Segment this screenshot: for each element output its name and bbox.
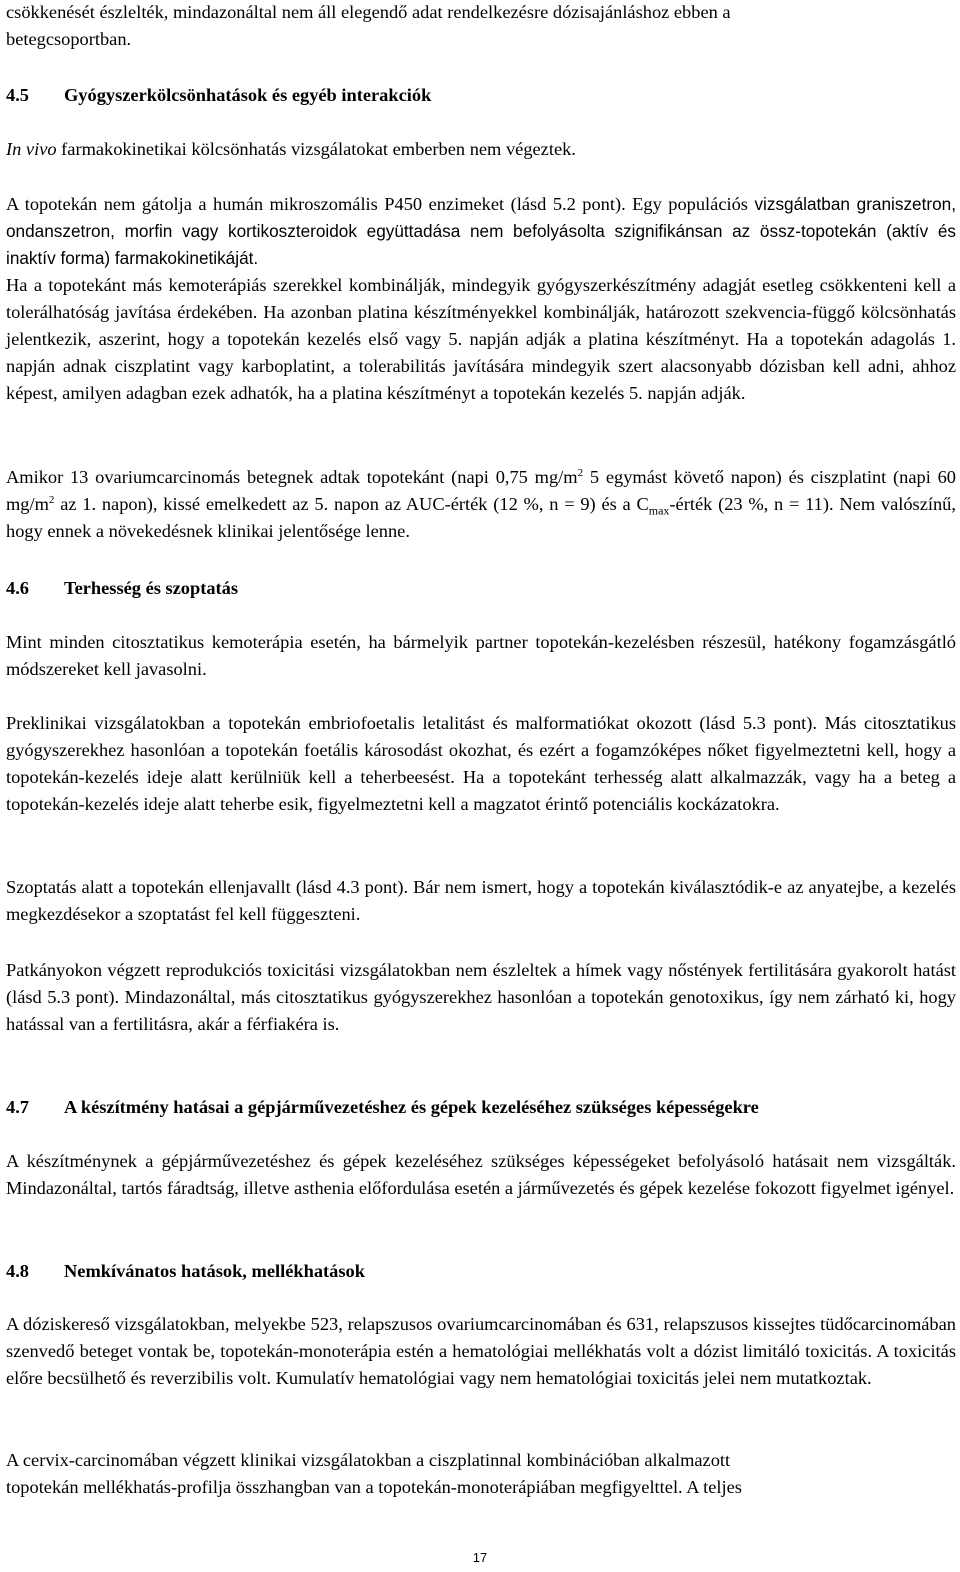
intro-line-1: csökkenését észlelték, mindazonáltal nem áll elegendő adat rendelkezésre dózisajánláshoz ebben a	[6, 2, 731, 22]
superscript-2b: 2	[48, 493, 55, 506]
section-title: A készítmény hatásai a gépjárművezetéshez és gépek kezeléséhez szükséges képességekre	[64, 1097, 759, 1117]
section-title: Nemkívánatos hatások, mellékhatások	[64, 1261, 365, 1281]
section-number: 4.5	[6, 85, 29, 105]
ovarium-text-c: az 1. napon), kissé emelkedett az 5. napon az AUC-érték (12 %, n = 9) és a C	[54, 494, 649, 514]
paragraph-breastfeeding	[6, 874, 956, 928]
section-heading-4-6	[6, 575, 238, 602]
intro-line-2: betegcsoportban.	[6, 29, 132, 49]
preclinical-text: Preklinikai vizsgálatokban a topotekán embriofoetalis letalitást és malformatiókat okozott (lásd 5.3 pont). Más citosztatikus gyógyszerekhez hasonlóan a topotekán foetális károsodást okozhat, és ezért a fogamzóképes nőket figyelmeztetni kell, hogy a topotekán-kezelés ideje alatt kerülniük kell a teherbeesést. Ha a topotekánt terhesség alatt alkalmazzák, vagy ha a beteg a topotekán-kezelés ideje alatt teherbe esik, figyelmeztetni kell a magzatot érintő potenciális kockázatokra.	[6, 713, 956, 814]
section-number: 4.7	[6, 1097, 29, 1117]
in-vivo-text: farmakokinetikai kölcsönhatás vizsgálatokat emberben nem végeztek.	[56, 139, 576, 159]
section-number: 4.8	[6, 1261, 29, 1281]
dose-finding-text: A dóziskereső vizsgálatokban, melyekbe 523, relapszusos ovariumcarcinomában és 631, relapszusos kissejtes tüdőcarcinomában szenvedő beteget vontak be, topotekán-monoterápia estén a hematológiai mellékhatás volt a dózist limitáló toxicitás. A toxicitás előre becsülhető és reverzibilis volt. Kumulatív hematológiai vagy nem hematológiai toxicitás jelei nem mutatkoztak.	[6, 1314, 956, 1388]
ovarium-text-b: 5 egymást követő napon) és ciszplatint (napi 60 mg/m	[6, 467, 956, 514]
intro-paragraph	[6, 0, 956, 53]
cervix-line-1: A cervix-carcinomában végzett klinikai vizsgálatokban a ciszplatinnal kombinációban alkalmazott	[6, 1450, 731, 1470]
paragraph-p450	[6, 191, 956, 272]
superscript-2: 2	[577, 466, 584, 479]
driving-text: A készítménynek a gépjárművezetéshez és gépek kezeléséhez szükséges képességeket befolyásoló hatásait nem vizsgálták. Mindazonáltal, tartós fáradtság, illetve asthenia előfordulása esetén a járművezetés és gépek kezelése fokozott figyelmet igényel.	[6, 1151, 956, 1198]
section-number: 4.6	[6, 578, 29, 598]
cervix-line-2: topotekán mellékhatás-profilja összhangban van a topotekán-monoterápiában megfigyelttel. A teljes	[6, 1477, 742, 1497]
p450-serif-text: A topotekán nem gátolja a humán mikroszomális P450 enzimeket (lásd 5.2 pont). Egy populációs	[6, 194, 748, 214]
subscript-max: max	[648, 503, 670, 518]
contraception-text: Mint minden citosztatikus kemoterápia esetén, ha bármelyik partner topotekán-kezelésben részesül, hatékony fogamzásgátló módszereket kell javasolni.	[6, 632, 956, 679]
paragraph-fertility	[6, 957, 956, 1038]
paragraph-contraception	[6, 629, 956, 683]
paragraph-combination	[6, 272, 956, 407]
paragraph-dose-finding	[6, 1311, 956, 1392]
p450-sans-text: vizsgálatban graniszetron, ondanszetron, morfin vagy kortikoszteroidok együttadása nem befolyásolta szignifikánsan az össz-topotekán (aktív és inaktív forma) farmakokinetikáját.	[6, 194, 956, 268]
paragraph-in-vivo	[6, 136, 956, 163]
combination-text: Ha a topotekánt más kemoterápiás szerekkel kombinálják, mindegyik gyógyszerkészítmény adagját esetleg csökkenteni kell a tolerálhatóság javítása érdekében. Ha azonban platina készítményekkel kombinálják, határozott szekvencia-függő kölcsönhatás jelentkezik, aszerint, hogy a topotekán kezelés első vagy 5. napján adják a platina készítményt. Ha a topotekán adagolás 1. napján adnak ciszplatint vagy karboplatint, a tolerabilitás javítására mindegyik szert alacsonyabb dózisban kell adni, ahhoz képest, amilyen adagban ezek adhatók, ha a platina készítményt a topotekán kezelés 5. napján adják.	[6, 275, 956, 403]
section-heading-4-5	[6, 82, 431, 109]
section-title: Terhesség és szoptatás	[64, 578, 239, 598]
section-heading-4-8	[6, 1258, 365, 1285]
ovarium-text-d: -érték (23 %, n = 11). Nem valószínű, hogy ennek a növekedésnek klinikai jelentősége lenne.	[6, 494, 956, 541]
section-heading-4-7	[6, 1094, 759, 1121]
paragraph-driving	[6, 1148, 956, 1202]
paragraph-cervix	[6, 1447, 956, 1501]
page-number: 17	[472, 1550, 488, 1565]
section-title: Gyógyszerkölcsönhatások és egyéb interakciók	[64, 85, 432, 105]
fertility-text: Patkányokon végzett reprodukciós toxicitási vizsgálatokban nem észleltek a hímek vagy nőstények fertilitására gyakorolt hatást (lásd 5.3 pont). Mindazonáltal, más citosztatikus gyógyszerekhez hasonlóan a topotekán genotoxikus, így nem zárható ki, hogy hatással van a fertilitásra, akár a férfiakéra is.	[6, 960, 956, 1034]
paragraph-preclinical	[6, 710, 956, 818]
paragraph-ovarium-13	[6, 464, 956, 545]
breastfeeding-text: Szoptatás alatt a topotekán ellenjavallt (lásd 4.3 pont). Bár nem ismert, hogy a topotekán kiválasztódik-e az anyatejbe, a kezelés megkezdésekor a szoptatást fel kell függeszteni.	[6, 877, 956, 924]
in-vivo-italic: In vivo	[6, 139, 57, 159]
ovarium-text-a: Amikor 13 ovariumcarcinomás betegnek adtak topotekánt (napi 0,75 mg/m	[6, 467, 578, 487]
